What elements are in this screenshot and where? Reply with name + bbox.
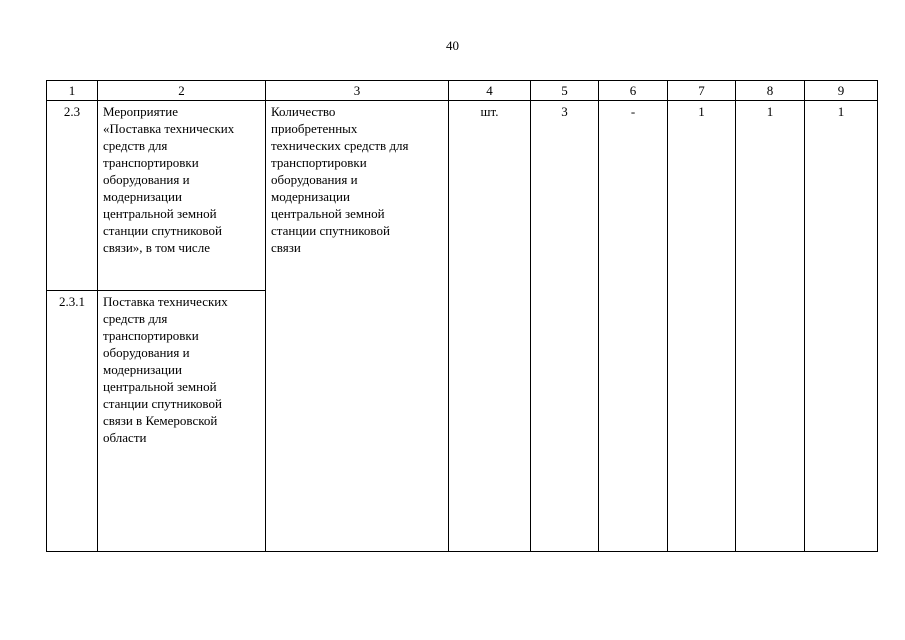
column-header: 6 — [599, 81, 668, 101]
value-cell-6: - — [599, 101, 668, 552]
indicator-name: Количество приобретенных технических средств для транспортировки оборудования и модернизации центральной земной станции спутниковой связи — [266, 101, 449, 552]
value-cell-9: 1 — [805, 101, 878, 552]
value-cell-7: 1 — [668, 101, 736, 552]
event-name: Поставка технических средств для транспортировки оборудования и модернизации центральной земной станции спутниковой связи в Кемеровской области — [98, 291, 266, 552]
column-header: 4 — [449, 81, 531, 101]
column-header: 5 — [531, 81, 599, 101]
column-header: 8 — [736, 81, 805, 101]
value-cell-8: 1 — [736, 101, 805, 552]
unit-cell: шт. — [449, 101, 531, 552]
column-header: 3 — [266, 81, 449, 101]
table-row — [47, 101, 878, 291]
indicators-table — [46, 80, 878, 552]
row-number: 2.3 — [47, 101, 98, 291]
column-header: 1 — [47, 81, 98, 101]
column-header: 9 — [805, 81, 878, 101]
value-cell-5: 3 — [531, 101, 599, 552]
column-header: 7 — [668, 81, 736, 101]
column-header: 2 — [98, 81, 266, 101]
row-number: 2.3.1 — [47, 291, 98, 552]
event-name: Мероприятие «Поставка технических средств для транспортировки оборудования и модернизации центральной земной станции спутниковой связи», в том числе — [98, 101, 266, 291]
page-number: 40 — [446, 38, 459, 53]
table-header-row — [47, 81, 878, 101]
